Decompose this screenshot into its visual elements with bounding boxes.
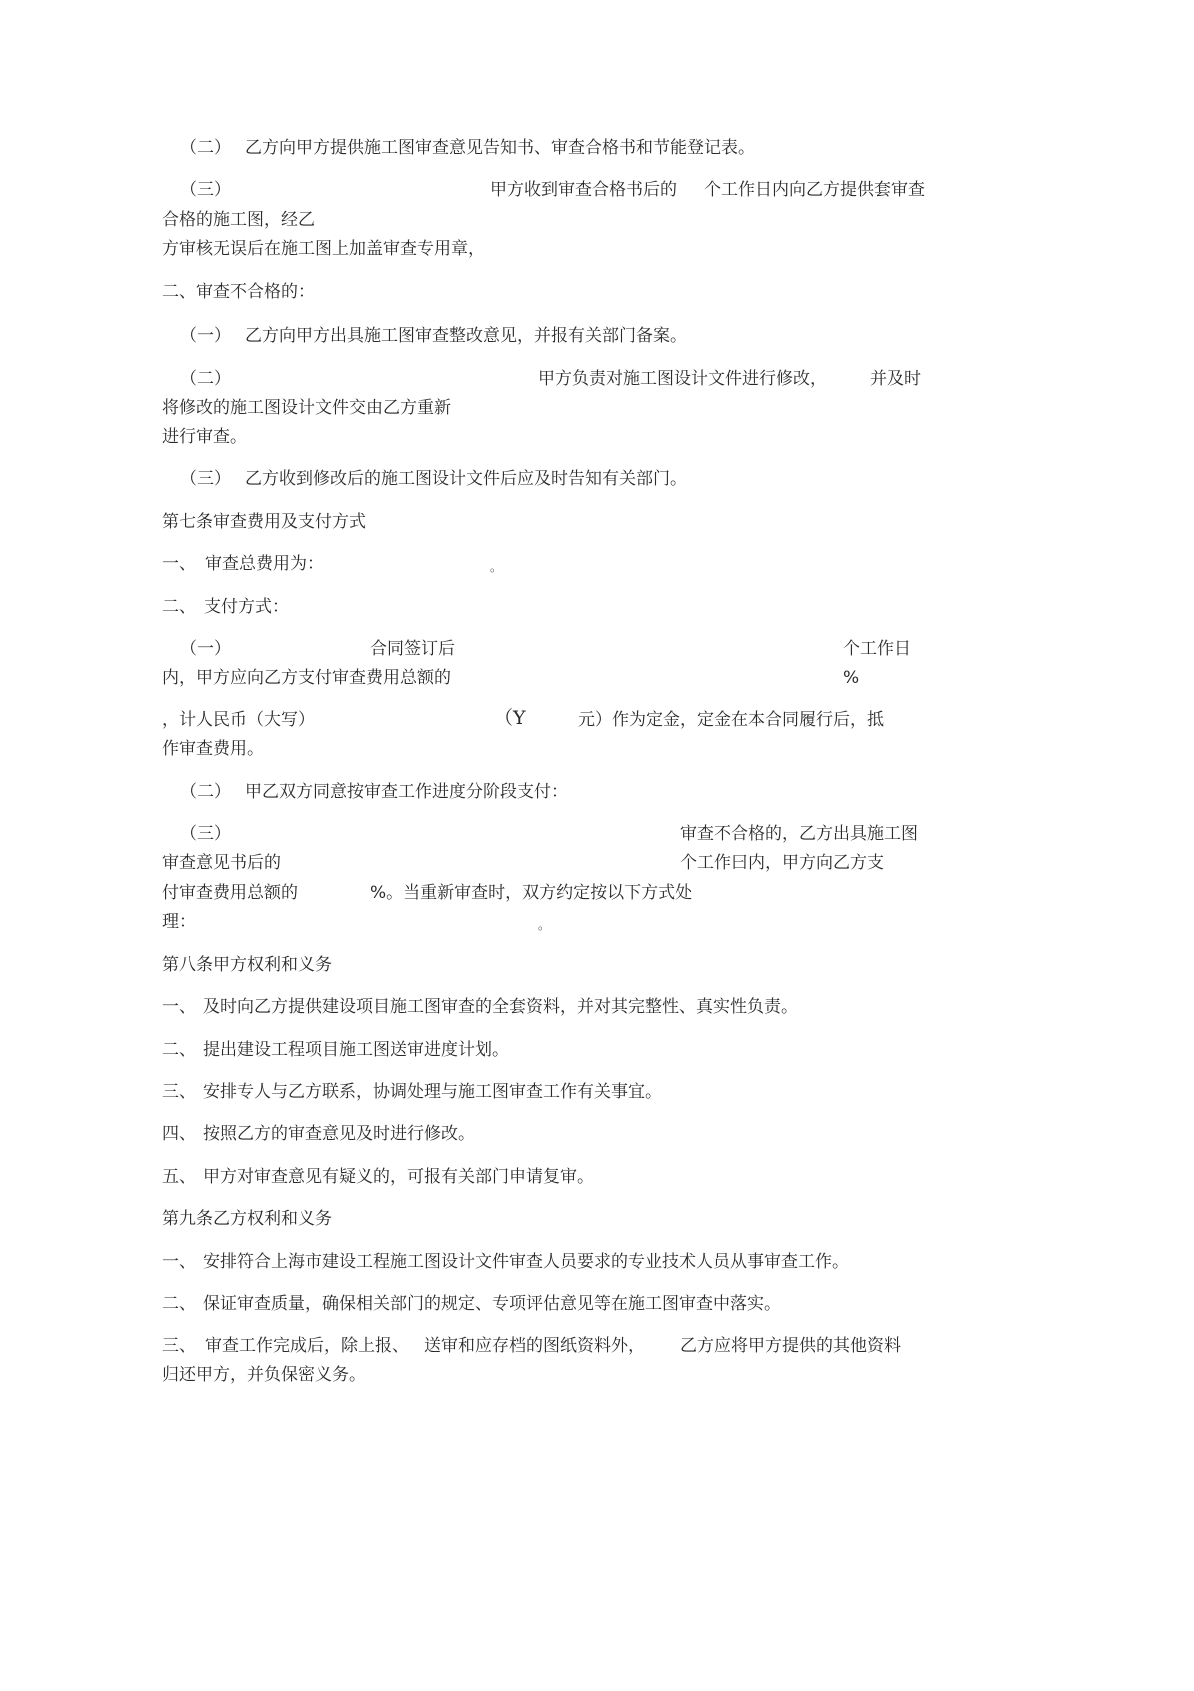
clause-number: （三）	[180, 180, 231, 200]
clause-text: 审查总费用为：	[205, 554, 324, 574]
clause-number: 二、	[162, 1040, 196, 1060]
clause-number: （一）	[180, 639, 231, 659]
clause-text: 保证审查质量，确保相关部门的规定、专项评估意见等在施工图审查中落实。	[203, 1294, 781, 1314]
clause-number: （三）	[180, 469, 231, 489]
clause-text: 乙方收到修改后的施工图设计文件后应及时告知有关部门。	[245, 469, 687, 489]
clause-number: 一、	[162, 997, 196, 1017]
clause-text: 方审核无误后在施工图上加盖审查专用章，	[162, 239, 485, 259]
clause-text: 个工作日	[843, 639, 911, 659]
clause-text: 付审查费用总额的	[162, 883, 298, 903]
clause-number: 二、	[162, 597, 196, 617]
article-heading: 第七条审查费用及支付方式	[162, 512, 366, 532]
clause-text: 合同签订后	[370, 639, 455, 659]
clause-text: 及时向乙方提供建设项目施工图审查的全套资料，并对其完整性、真实性负责。	[203, 997, 798, 1017]
clause-number: （一）	[180, 326, 231, 346]
clause-text: 安排符合上海市建设工程施工图设计文件审查人员要求的专业技术人员从事审查工作。	[203, 1252, 849, 1272]
clause-text: 个工作曰内，甲方向乙方支	[680, 853, 884, 873]
clause-number: 一、	[162, 1252, 196, 1272]
clause-number: 三、	[162, 1082, 196, 1102]
clause-number: 二、	[162, 1294, 196, 1314]
blank-end-mark: 。	[538, 918, 551, 932]
clause-text: 甲方收到审查合格书后的	[490, 180, 677, 200]
clause-text: 送审和应存档的图纸资料外，	[424, 1336, 645, 1356]
percent-sign: %	[843, 668, 860, 688]
clause-text: 元）作为定金，定金在本合同履行后，抵	[578, 710, 884, 730]
clause-text: 合格的施工图，经乙	[162, 210, 315, 230]
clause-text: 审查不合格的，乙方出具施工图	[680, 824, 918, 844]
clause-text: 乙方向甲方提供施工图审查意见告知书、审查合格书和节能登记表。	[245, 138, 755, 158]
clause-number: 五、	[162, 1167, 196, 1187]
clause-text: 审查工作完成后，除上报、	[205, 1336, 409, 1356]
clause-text: ，计人民币（大写）	[162, 710, 315, 730]
clause-text: 作审查费用。	[162, 739, 264, 759]
clause-text: 进行审查。	[162, 427, 247, 447]
clause-number: 四、	[162, 1124, 196, 1144]
clause-text: 甲方对审查意见有疑义的，可报有关部门申请复审。	[203, 1167, 594, 1187]
clause-text: 提出建设工程项目施工图送审进度计划。	[203, 1040, 509, 1060]
clause-text: 安排专人与乙方联系，协调处理与施工图审查工作有关事宜。	[203, 1082, 662, 1102]
clause-text: 内，甲方应向乙方支付审查费用总额的	[162, 668, 451, 688]
section-heading: 二、审查不合格的：	[162, 282, 315, 302]
clause-number: 一、	[162, 554, 196, 574]
yuan-symbol: （Y	[494, 707, 526, 729]
clause-text: 审查意见书后的	[162, 853, 281, 873]
clause-text: 理：	[162, 912, 196, 932]
clause-number: 三、	[162, 1336, 196, 1356]
clause-text: 甲乙双方同意按审查工作进度分阶段支付：	[245, 782, 568, 802]
article-heading: 第八条甲方权利和义务	[162, 955, 332, 975]
clause-number: （三）	[180, 824, 231, 844]
clause-number: （二）	[180, 369, 231, 389]
clause-text: 按照乙方的审查意见及时进行修改。	[203, 1124, 475, 1144]
clause-text: 个工作日内向乙方提供套审查	[704, 180, 925, 200]
clause-text: 甲方负责对施工图设计文件进行修改，	[538, 369, 827, 389]
clause-text: 乙方应将甲方提供的其他资料	[680, 1336, 901, 1356]
clause-text: 乙方向甲方出具施工图审查整改意见，并报有关部门备案。	[245, 326, 687, 346]
clause-text: 支付方式：	[204, 597, 289, 617]
clause-text: 并及时	[870, 369, 921, 389]
clause-text: 归还甲方，并负保密义务。	[162, 1365, 366, 1385]
article-heading: 第九条乙方权利和义务	[162, 1209, 332, 1229]
clause-number: （二）	[180, 782, 231, 802]
clause-text: %。当重新审查时，双方约定按以下方式处	[370, 883, 693, 903]
blank-end-mark: 。	[490, 560, 503, 574]
clause-text: 将修改的施工图设计文件交由乙方重新	[162, 398, 451, 418]
clause-number: （二）	[180, 138, 231, 158]
